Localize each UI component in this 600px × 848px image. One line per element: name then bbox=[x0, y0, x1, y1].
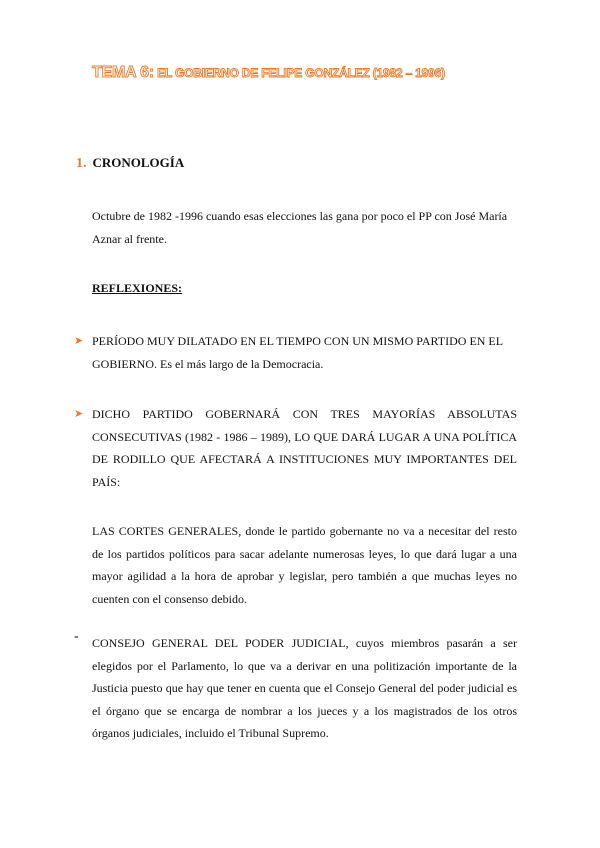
reflexiones-colon: : bbox=[178, 281, 183, 295]
reflexiones-heading bbox=[92, 281, 182, 296]
document-title bbox=[92, 64, 445, 82]
section-number: 1. bbox=[76, 156, 87, 171]
reflexiones-label: REFLEXIONES bbox=[92, 281, 179, 295]
section-heading bbox=[76, 155, 184, 172]
arrow-bullet-icon: ➤ bbox=[74, 335, 84, 347]
cronologia-paragraph: Octubre de 1982 -1996 cuando esas elecciones las gana por poco el PP con José María Aznar al frente. bbox=[92, 209, 508, 246]
bullet-item-2: DICHO PARTIDO GOBERNARÁ CON TRES MAYORÍAS ABSOLUTAS CONSECUTIVAS (1982 - 1986 – 1989), LO QUE DARÁ LUGAR A UNA POLÍTICA DE RODILLO QUE AFECTARÁ A INSTITUCIONES MUY IMPORTANTES DEL PAÍS: bbox=[92, 407, 517, 489]
consejo-paragraph: CONSEJO GENERAL DEL PODER JUDICIAL, cuyos miembros pasarán a ser elegidos por el Parlamento, lo que va a derivar en una politización importante de la Justicia puesto que hay que tener en cuenta que el Consejo General del poder judicial es el órgano que se encarga de nombrar a los jueces y a los magistrados de los otros órganos judiciales, incluido el Tribunal Supremo. bbox=[92, 636, 517, 740]
arrow-bullet-icon: ➤ bbox=[74, 408, 84, 420]
title-rest: EL GOBIERNO DE FELIPE GONZÁLEZ (1982 – 1996) bbox=[154, 66, 445, 80]
title-prefix: TEMA 6: bbox=[92, 64, 155, 81]
section-title: CRONOLOGÍA bbox=[92, 155, 185, 170]
cortes-paragraph: LAS CORTES GENERALES, donde le partido gobernante no va a necesitar del resto de los partidos políticos para sacar adelante numerosas leyes, lo que dará lugar a una mayor agilidad a la hora de aprobar y legislar, pero también a que muchas leyes no cuenten con el consenso debido. bbox=[92, 524, 517, 606]
dash-bullet-icon: - bbox=[74, 629, 79, 644]
bullet-item-1: PERÍODO MUY DILATADO EN EL TIEMPO CON UN MISMO PARTIDO EN EL GOBIERNO. Es el más largo de la Democracia. bbox=[92, 334, 503, 371]
